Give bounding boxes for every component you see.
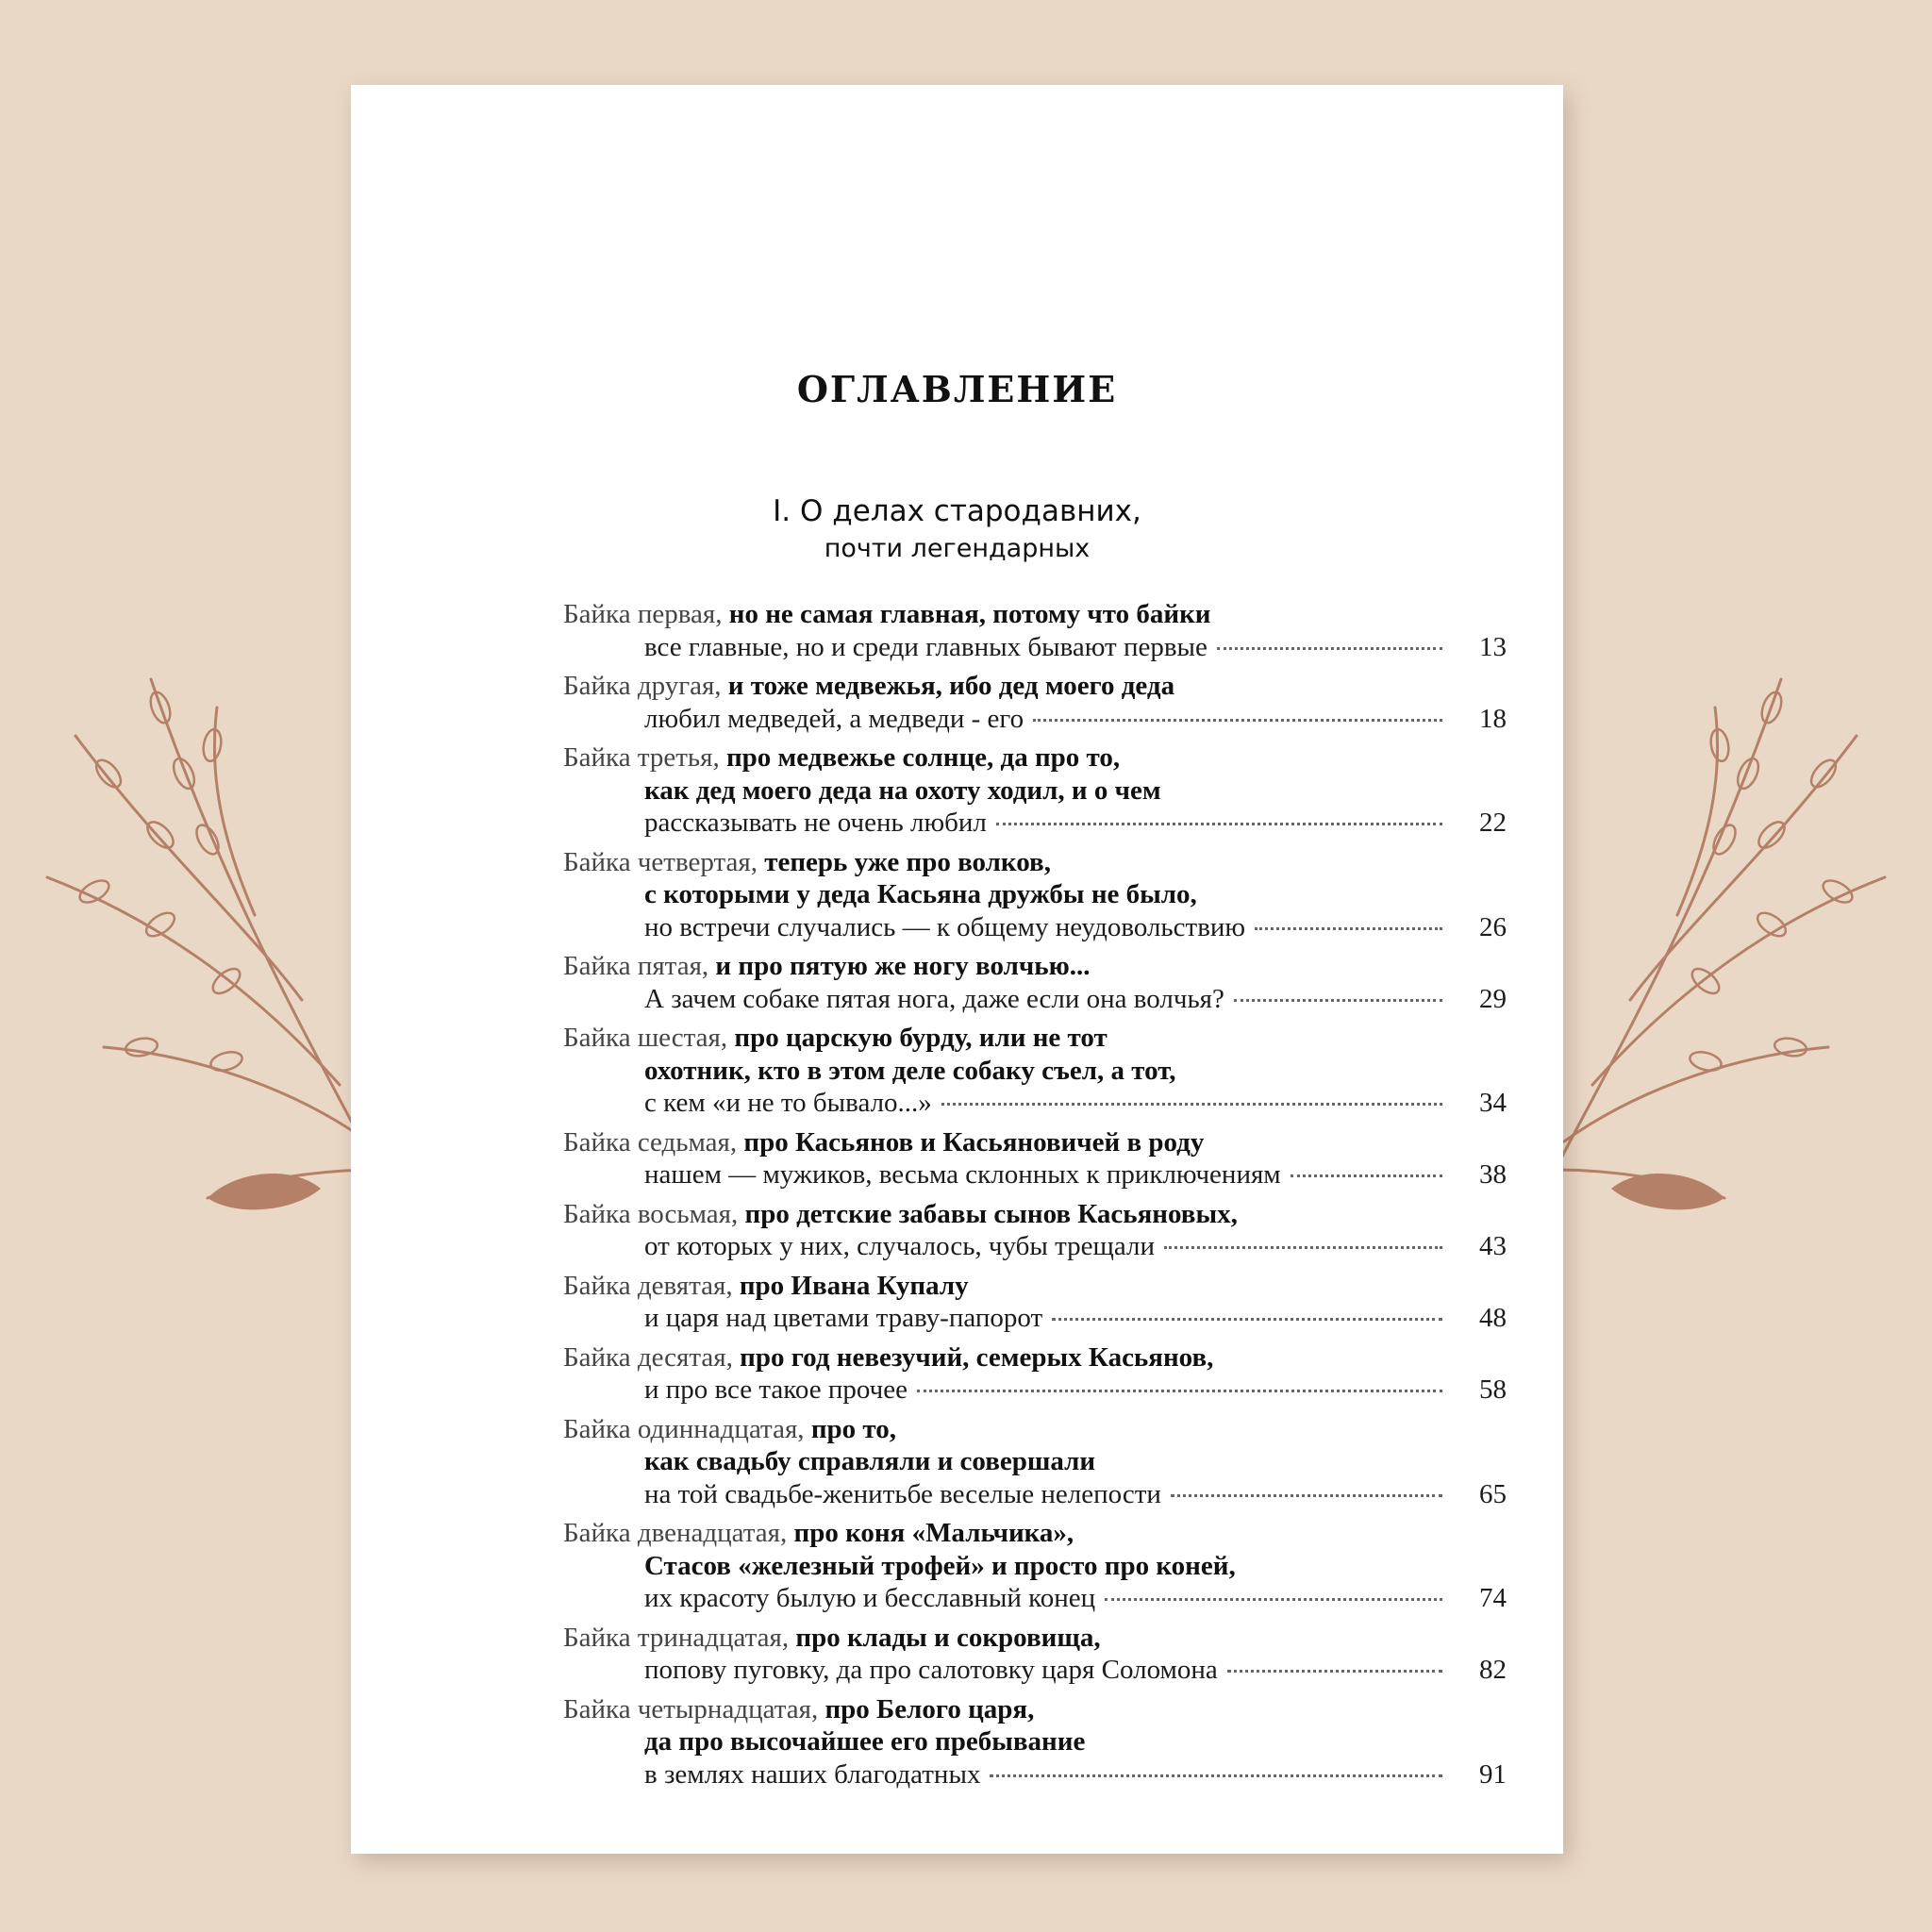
toc-dot-leader <box>941 1103 1442 1106</box>
toc-entry-first-line <box>563 1622 1507 1655</box>
toc-entry <box>563 1270 1507 1335</box>
toc-entry-title: про клады и сокровища, <box>789 1622 1101 1653</box>
toc-page-number: 18 <box>1479 703 1507 734</box>
toc-entry <box>563 670 1507 735</box>
toc-dot-leader <box>1291 1174 1442 1177</box>
toc-entry-continuation-line: с которыми у деда Касьяна дружбы не было, <box>644 879 1197 909</box>
toc-dot-leader <box>1033 719 1442 722</box>
toc-entry-first-line <box>563 1198 1507 1231</box>
toc-dot-leader <box>1052 1318 1442 1321</box>
toc-entry-title: про Ивана Купалу <box>732 1270 969 1301</box>
toc-dot-leader <box>1105 1598 1442 1601</box>
toc-page-number: 65 <box>1479 1478 1507 1509</box>
toc-entry-title: про коня «Мальчика», <box>787 1518 1074 1548</box>
toc-entry <box>563 1693 1507 1791</box>
toc-entry <box>563 741 1507 840</box>
toc-entry <box>563 1022 1507 1120</box>
toc-entry-label: Байка двенадцатая, <box>563 1518 788 1548</box>
toc-entry-subtitle: и про все такое прочее <box>644 1374 908 1405</box>
toc-entry-label: Байка восьмая, <box>563 1198 739 1229</box>
toc-entry-title: и тоже медвежья, ибо дед моего деда <box>721 671 1175 701</box>
toc-entry-title: про то, <box>804 1413 897 1444</box>
toc-entry-label: Байка десятая, <box>563 1341 733 1373</box>
toc-entry-first-line <box>563 1413 1507 1446</box>
toc-entry-last-line <box>563 1230 1507 1263</box>
toc-entry <box>563 1517 1507 1615</box>
toc-entry-first-line <box>563 1270 1507 1303</box>
toc-entry-title: но не самая главная, потому что байки <box>722 599 1211 629</box>
toc-entry <box>563 598 1507 663</box>
toc-dot-leader <box>1234 999 1442 1002</box>
toc-entry-subtitle: и царя над цветами траву-папорот <box>644 1303 1043 1333</box>
toc-entry-last-line <box>563 1478 1507 1511</box>
toc-entry <box>563 846 1507 944</box>
toc-page-number: 74 <box>1479 1583 1507 1613</box>
toc-entry-last-line <box>563 1582 1507 1615</box>
toc-dot-leader <box>1255 927 1442 930</box>
toc-page-number: 43 <box>1479 1231 1507 1261</box>
toc-entry-title: про Белого царя, <box>818 1693 1035 1724</box>
toc-entry-subtitle: в землях наших благодатных <box>644 1758 981 1790</box>
toc-page-number: 38 <box>1479 1159 1507 1190</box>
toc-dot-leader <box>1227 1670 1442 1673</box>
toc-entry-first-line <box>563 846 1507 879</box>
toc-entry-last-line <box>563 1302 1507 1335</box>
toc-entry-subtitle: от которых у них, случалось, чубы трещали <box>644 1231 1155 1261</box>
toc-entry-subtitle: попову пуговку, да про салотовку царя Соломона <box>644 1655 1218 1685</box>
toc-page-number: 26 <box>1479 911 1507 942</box>
toc-entry-label: Байка девятая, <box>563 1270 733 1301</box>
toc-entry <box>563 1198 1507 1263</box>
toc-entry-label: Байка четвертая, <box>563 846 758 877</box>
toc-entry-label: Байка четырнадцатая, <box>563 1693 819 1724</box>
page-title: ОГЛАВЛЕНИЕ <box>796 368 1118 410</box>
toc-entry-label: Байка пятая, <box>563 951 709 981</box>
toc-entry-last-line <box>563 911 1507 944</box>
toc-entry-label: Байка одиннадцатая, <box>563 1413 805 1444</box>
toc-entry-first-line <box>563 1126 1507 1159</box>
toc-entry-subtitle: их красоту былую и бесславный конец <box>644 1583 1096 1613</box>
toc-entry-last-line <box>563 1654 1507 1687</box>
toc-entry-label: Байка шестая, <box>563 1023 728 1053</box>
section-heading-line1: I. О делах стародавних, <box>773 494 1141 528</box>
toc-entry-title: про Касьянов и Касьяновичей в роду <box>737 1126 1205 1158</box>
toc-entry-last-line <box>563 1087 1507 1120</box>
toc-page-number: 29 <box>1479 983 1507 1014</box>
toc-entry-subtitle: нашем — мужиков, весьма склонных к приключениям <box>644 1159 1281 1190</box>
toc-dot-leader <box>996 823 1442 825</box>
toc-entry-first-line <box>563 598 1507 631</box>
toc-entry-label: Байка первая, <box>563 599 723 629</box>
toc-dot-leader <box>990 1774 1442 1777</box>
toc-entry-title: про детские забавы сынов Касьяновых, <box>738 1198 1238 1229</box>
toc-entry-subtitle: с кем «и не то бывало...» <box>644 1088 932 1118</box>
toc-entry-title: и про пятую же ногу волчью... <box>708 951 1091 981</box>
toc-entry <box>563 1126 1507 1191</box>
toc-entry-subtitle: все главные, но и среди главных бывают первые <box>644 631 1208 662</box>
table-of-contents <box>563 598 1507 1797</box>
toc-entry-subtitle: любил медведей, а медведи - его <box>644 703 1024 734</box>
toc-entry-label: Байка седьмая, <box>563 1126 738 1158</box>
section-heading-line2: почти легендарных <box>824 534 1091 563</box>
toc-entry-continuation-line: охотник, кто в этом деле собаку съел, а тот, <box>644 1055 1176 1086</box>
toc-dot-leader <box>1164 1246 1442 1249</box>
toc-entry-title: про царскую бурду, или не тот <box>727 1023 1108 1053</box>
toc-entry-first-line <box>563 741 1507 774</box>
toc-entry-last-line <box>563 1758 1507 1791</box>
toc-entry-first-line <box>563 1341 1507 1374</box>
toc-entry-continuation-line: как дед моего деда на охоту ходил, и о чем <box>644 774 1161 806</box>
toc-entry-last-line <box>563 807 1507 840</box>
toc-entry-continuation-line: как свадьбу справляли и совершали <box>644 1446 1096 1476</box>
toc-entry-first-line <box>563 1022 1507 1055</box>
toc-entry-last-line <box>563 703 1507 736</box>
toc-entry-last-line <box>563 983 1507 1016</box>
toc-page-number: 22 <box>1479 808 1507 838</box>
toc-entry-last-line <box>563 1158 1507 1191</box>
toc-entry <box>563 1341 1507 1407</box>
toc-dot-leader <box>1217 647 1442 650</box>
toc-page-number: 82 <box>1479 1655 1507 1685</box>
toc-page-number: 34 <box>1479 1088 1507 1118</box>
toc-page-number: 48 <box>1479 1303 1507 1333</box>
toc-entry-subtitle: но встречи случались — к общему неудовольствию <box>644 911 1246 942</box>
toc-entry-title: про медвежье солнце, да про то, <box>719 742 1121 773</box>
toc-page-number: 91 <box>1479 1758 1507 1790</box>
toc-entry-title: про год невезучий, семерых Касьянов, <box>732 1341 1214 1373</box>
toc-page-number: 58 <box>1479 1374 1507 1405</box>
toc-entry <box>563 1622 1507 1687</box>
toc-entry-label: Байка другая, <box>563 671 722 701</box>
toc-entry-subtitle: А зачем собаке пятая нога, даже если она волчья? <box>644 983 1224 1014</box>
toc-entry-title: теперь уже про волков, <box>757 846 1051 877</box>
toc-entry-last-line <box>563 1374 1507 1407</box>
toc-dot-leader <box>1171 1494 1442 1497</box>
book-page <box>351 85 1563 1854</box>
toc-entry <box>563 950 1507 1015</box>
toc-entry-subtitle: на той свадьбе-женитьбе веселые нелепости <box>644 1478 1161 1509</box>
toc-entry <box>563 1413 1507 1511</box>
toc-entry-last-line <box>563 631 1507 664</box>
toc-entry-label: Байка третья, <box>563 742 720 773</box>
toc-entry-label: Байка тринадцатая, <box>563 1622 790 1653</box>
toc-entry-subtitle: рассказывать не очень любил <box>644 808 987 838</box>
toc-dot-leader <box>917 1390 1442 1392</box>
toc-page-number: 13 <box>1479 631 1507 662</box>
willow-branch-right-decoration <box>1517 641 1913 1226</box>
toc-entry-first-line <box>563 670 1507 703</box>
toc-entry-first-line <box>563 950 1507 983</box>
toc-entry-continuation-line: Стасов «железный трофей» и просто про коней, <box>644 1550 1236 1581</box>
toc-entry-first-line <box>563 1517 1507 1550</box>
toc-entry-first-line <box>563 1693 1507 1726</box>
toc-entry-continuation-line: да про высочайшее его пребывание <box>644 1726 1086 1757</box>
section-heading <box>351 492 1563 568</box>
